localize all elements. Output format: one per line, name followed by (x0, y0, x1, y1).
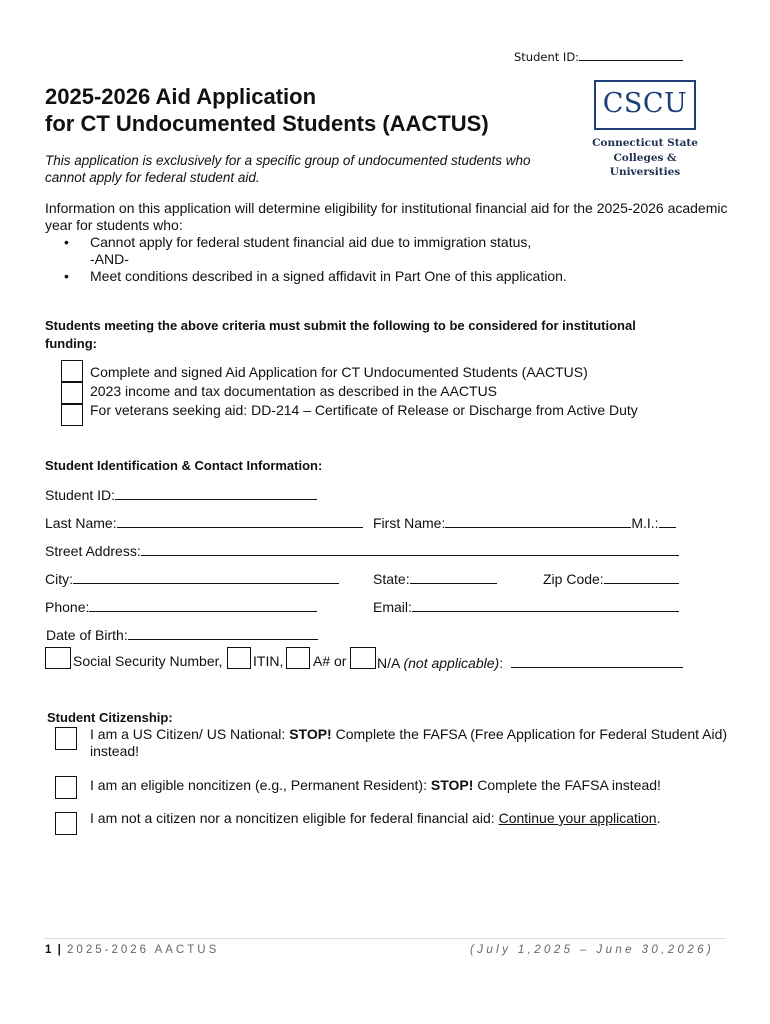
state-input[interactable] (410, 569, 497, 584)
intro-bullet1: Cannot apply for federal student financial aid due to immigration status, (90, 234, 532, 250)
subtitle (45, 152, 531, 186)
na-colon: : (499, 655, 504, 671)
logo-subtitle-1: Connecticut State (592, 137, 698, 149)
a-number-label: A# or (313, 653, 347, 669)
zip-label: Zip Code: (543, 571, 604, 587)
last-name-row (45, 513, 363, 531)
street-input[interactable] (141, 541, 679, 556)
itin-checkbox[interactable] (227, 647, 251, 669)
ssn-checkbox[interactable] (45, 647, 71, 669)
intro-line2: year for students who: (45, 217, 183, 233)
id-number-input[interactable] (511, 653, 683, 668)
intro-bullet2: Meet conditions described in a signed affidavit in Part One of this application. (90, 268, 567, 284)
criteria-heading (45, 317, 636, 353)
noncitizen-option-fafsa: Complete the FAFSA instead! (473, 777, 661, 793)
header-student-id-field[interactable] (579, 49, 683, 61)
footer-separator: | (57, 944, 61, 956)
city-row (45, 569, 339, 587)
street-label: Street Address: (45, 543, 141, 559)
footer-left (45, 944, 219, 956)
criteria-checkbox-2[interactable] (61, 382, 83, 404)
title-line2: for CT Undocumented Students (AACTUS) (45, 111, 489, 136)
email-input[interactable] (412, 597, 679, 612)
last-name-input[interactable] (117, 513, 363, 528)
footer-dates: (July 1,2025 – June 30,2026) (470, 944, 715, 956)
dob-row (46, 625, 318, 643)
title-line1: 2025-2026 Aid Application (45, 84, 317, 109)
criteria-heading-line2: funding: (45, 336, 97, 351)
subtitle-line1: This application is exclusively for a specific group of undocumented students who (45, 153, 531, 168)
bullet-1: • (64, 234, 69, 250)
phone-row (45, 597, 317, 615)
not-eligible-checkbox[interactable] (55, 812, 77, 835)
subtitle-line2: cannot apply for federal student aid. (45, 170, 260, 185)
student-id-input[interactable] (115, 485, 317, 500)
page-title (45, 83, 489, 137)
first-name-label: First Name: (373, 515, 446, 531)
state-label: State: (373, 571, 410, 587)
mi-label: M.I.: (631, 515, 659, 531)
citizen-option (90, 726, 727, 760)
na-row (377, 653, 683, 671)
first-name-row (373, 513, 676, 531)
criteria-checkbox-3[interactable] (61, 404, 83, 426)
student-id-row (45, 485, 317, 503)
intro-line1: Information on this application will determine eligibility for institutional financial aid for the 2025-2026 academic (45, 200, 728, 216)
noncitizen-option-text: I am an eligible noncitizen (e.g., Permanent Resident): (90, 777, 431, 793)
footer-page-number: 1 (45, 944, 52, 956)
noncitizen-checkbox[interactable] (55, 776, 77, 799)
footer-divider (44, 938, 726, 939)
citizen-stop: STOP! (289, 726, 332, 742)
zip-row (543, 569, 679, 587)
criteria-checkbox-1[interactable] (61, 360, 83, 382)
city-input[interactable] (73, 569, 339, 584)
email-label: Email: (373, 599, 412, 615)
not-eligible-option-text: I am not a citizen nor a noncitizen eligible for federal financial aid: (90, 810, 499, 826)
logo-text: CSCU (602, 88, 688, 119)
street-row (45, 541, 679, 559)
citizen-option-fafsa: Complete the FAFSA (Free Application for Federal Student Aid) (331, 726, 728, 742)
footer-title: 2025-2026 AACTUS (67, 944, 220, 956)
citizen-option-text: I am a US Citizen/ US National: (90, 726, 290, 742)
noncitizen-option (90, 777, 661, 793)
first-name-input[interactable] (445, 513, 631, 528)
email-row (373, 597, 679, 615)
continue-application-link[interactable]: Continue your application (498, 810, 657, 826)
city-label: City: (45, 571, 73, 587)
citizen-option-line2: instead! (90, 743, 140, 759)
logo-subtitle-2: Colleges & Universities (609, 152, 681, 178)
criteria-item-1: Complete and signed Aid Application for CT Undocumented Students (AACTUS) (90, 364, 588, 380)
header-student-id-label: Student ID: (514, 50, 580, 64)
zip-input[interactable] (604, 569, 679, 584)
citizen-option-line1 (90, 726, 727, 743)
criteria-item-3: For veterans seeking aid: DD-214 – Certificate of Release or Discharge from Active Duty (90, 402, 638, 418)
dob-label: Date of Birth: (46, 627, 128, 643)
criteria-heading-line1: Students meeting the above criteria must submit the following to be considered for institutional (45, 318, 636, 333)
bullet-2: • (64, 268, 69, 284)
citizen-checkbox[interactable] (55, 727, 77, 750)
citizenship-heading: Student Citizenship: (47, 710, 173, 725)
cscu-logo (594, 80, 696, 130)
phone-label: Phone: (45, 599, 90, 615)
criteria-item-2: 2023 income and tax documentation as described in the AACTUS (90, 383, 498, 399)
dob-input[interactable] (128, 625, 318, 640)
student-id-label: Student ID: (45, 487, 116, 503)
header-student-id (514, 49, 683, 64)
na-checkbox[interactable] (350, 647, 376, 669)
a-number-checkbox[interactable] (286, 647, 310, 669)
phone-input[interactable] (89, 597, 317, 612)
not-eligible-option (90, 810, 660, 826)
not-eligible-period: . (656, 810, 661, 826)
last-name-label: Last Name: (45, 515, 117, 531)
mi-input[interactable] (659, 513, 676, 528)
state-row (373, 569, 497, 587)
intro-paragraph (45, 200, 728, 234)
na-note: (not applicable) (403, 655, 500, 671)
ssn-label: Social Security Number, (73, 653, 223, 669)
identification-heading: Student Identification & Contact Information: (45, 458, 323, 473)
na-label: N/A (377, 655, 400, 671)
itin-label: ITIN, (253, 653, 284, 669)
intro-and: -AND- (90, 251, 129, 267)
noncitizen-stop: STOP! (430, 777, 474, 793)
